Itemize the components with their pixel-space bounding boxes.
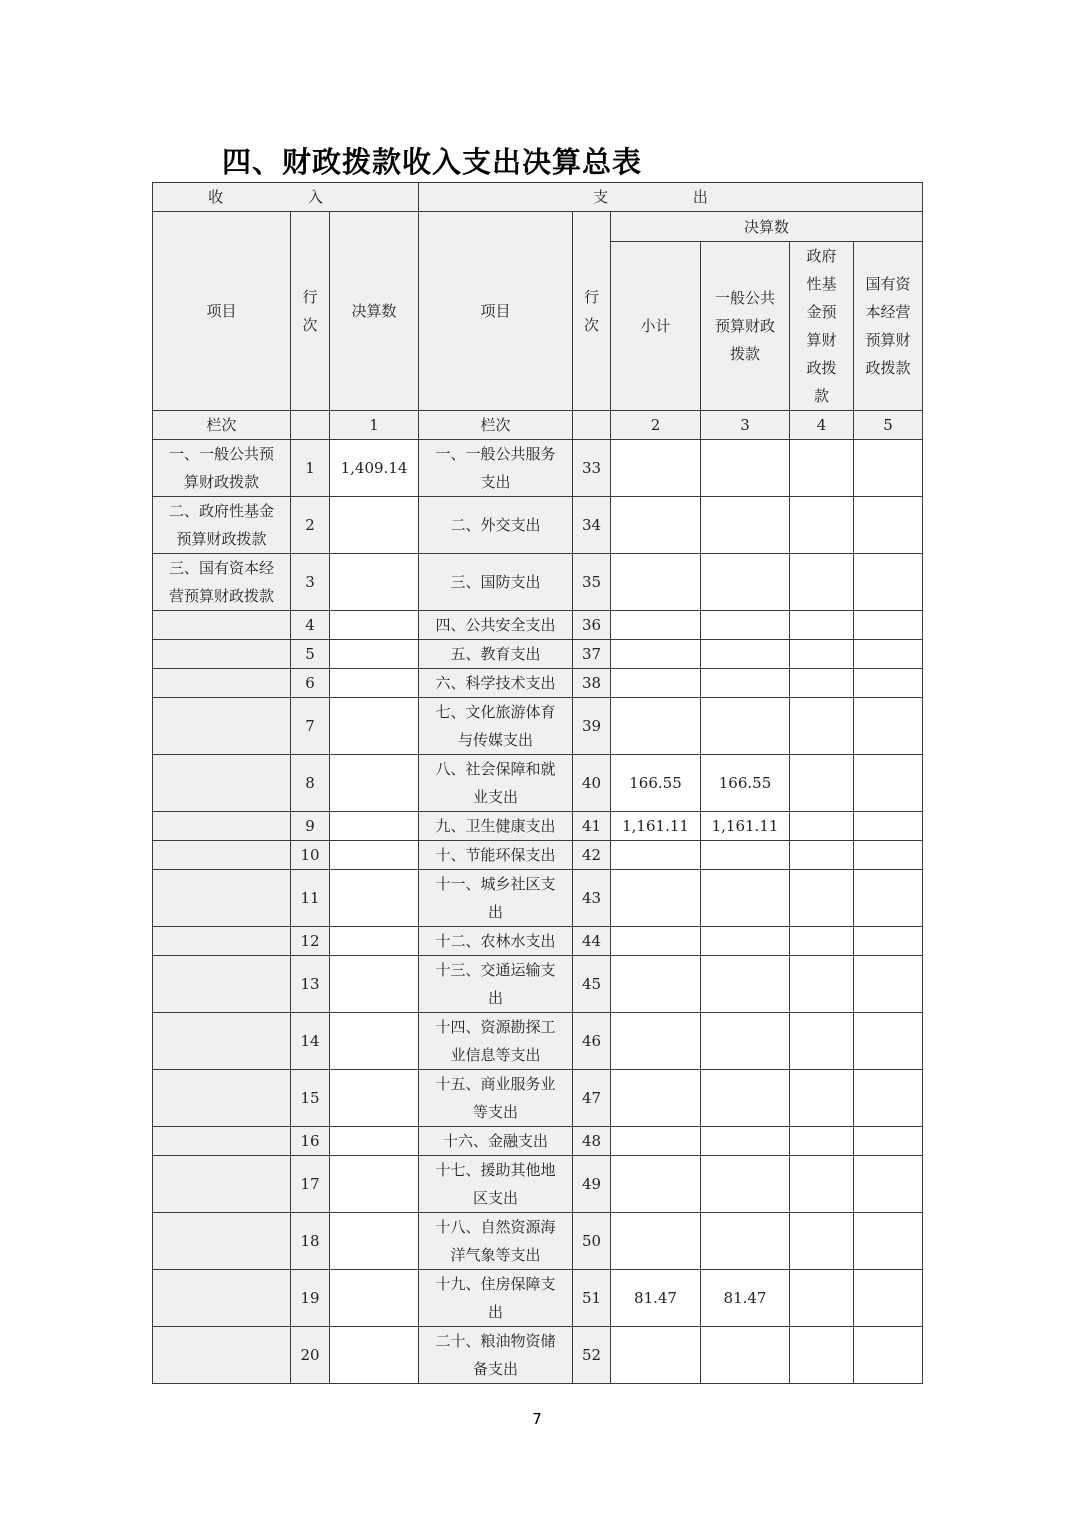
income-row-no-cell: 15 (291, 1070, 330, 1127)
state-capital-header: 国有资 本经营 预算财 政拨款 (854, 242, 923, 411)
table-row (153, 669, 923, 698)
expense-item-cell: 十九、住房保障支 出 (419, 1270, 573, 1327)
expense-row-no-cell: 40 (573, 755, 611, 812)
income-row-no-cell: 5 (291, 640, 330, 669)
income-row-no-cell: 14 (291, 1013, 330, 1070)
table-row (153, 1327, 923, 1384)
subtotal-cell (611, 698, 701, 755)
income-row-no-cell: 1 (291, 440, 330, 497)
state-capital-cell (854, 497, 923, 554)
page-title: 四、财政拨款收入支出决算总表 (222, 145, 643, 179)
income-row-no-cell: 18 (291, 1213, 330, 1270)
gov-fund-cell (790, 1213, 854, 1270)
income-amount-cell (330, 1070, 419, 1127)
income-row-no-cell: 3 (291, 554, 330, 611)
expense-row-no-cell: 48 (573, 1127, 611, 1156)
subtotal-cell (611, 927, 701, 956)
general-budget-cell (701, 1156, 790, 1213)
income-row-no-cell: 4 (291, 611, 330, 640)
income-project-header: 项目 (153, 212, 291, 411)
state-capital-cell (854, 640, 923, 669)
general-budget-cell (701, 640, 790, 669)
state-capital-cell (854, 1013, 923, 1070)
expense-item-cell: 十六、金融支出 (419, 1127, 573, 1156)
income-item-cell (153, 698, 291, 755)
state-capital-cell (854, 812, 923, 841)
expense-item-cell: 八、社会保障和就 业支出 (419, 755, 573, 812)
subtotal-cell: 166.55 (611, 755, 701, 812)
general-budget-cell (701, 1213, 790, 1270)
gov-fund-cell (790, 1327, 854, 1384)
subtotal-cell (611, 1213, 701, 1270)
income-item-cell (153, 870, 291, 927)
general-budget-header: 一般公共 预算财政 拨款 (701, 242, 790, 411)
income-item-cell (153, 1213, 291, 1270)
subtotal-cell (611, 669, 701, 698)
header-row-1 (153, 183, 923, 212)
expense-item-cell: 十五、商业服务业 等支出 (419, 1070, 573, 1127)
expense-row-no-cell: 44 (573, 927, 611, 956)
income-row-no-cell: 11 (291, 870, 330, 927)
expense-item-cell: 十八、自然资源海 洋气象等支出 (419, 1213, 573, 1270)
expense-item-cell: 六、科学技术支出 (419, 669, 573, 698)
expense-row-no-cell: 45 (573, 956, 611, 1013)
income-amount-cell (330, 755, 419, 812)
subtotal-header: 小计 (611, 242, 701, 411)
income-row-no-cell: 9 (291, 812, 330, 841)
expense-item-cell: 十一、城乡社区支 出 (419, 870, 573, 927)
income-amount-cell (330, 1270, 419, 1327)
general-budget-cell (701, 870, 790, 927)
expense-row-no-cell: 38 (573, 669, 611, 698)
gov-fund-cell (790, 870, 854, 927)
expense-item-cell: 四、公共安全支出 (419, 611, 573, 640)
state-capital-cell (854, 870, 923, 927)
income-amount-cell (330, 698, 419, 755)
income-row-no-cell: 12 (291, 927, 330, 956)
general-budget-cell (701, 669, 790, 698)
subtotal-cell (611, 1327, 701, 1384)
income-item-cell (153, 956, 291, 1013)
expense-item-cell: 十二、农林水支出 (419, 927, 573, 956)
income-row-no-cell: 19 (291, 1270, 330, 1327)
income-row-no-cell: 6 (291, 669, 330, 698)
general-budget-cell (701, 611, 790, 640)
column-index-label: 栏次 (153, 411, 291, 440)
table-row (153, 1127, 923, 1156)
table-row (153, 611, 923, 640)
subtotal-cell (611, 611, 701, 640)
expense-item-cell: 二十、粮油物资储 备支出 (419, 1327, 573, 1384)
expense-row-no-cell: 42 (573, 841, 611, 870)
table-row (153, 1270, 923, 1327)
income-item-cell (153, 1013, 291, 1070)
gov-fund-cell (790, 611, 854, 640)
income-item-cell: 二、政府性基金 预算财政拨款 (153, 497, 291, 554)
table-row (153, 1070, 923, 1127)
income-item-cell (153, 1270, 291, 1327)
state-capital-cell (854, 1270, 923, 1327)
gov-fund-cell (790, 440, 854, 497)
income-amount-cell (330, 640, 419, 669)
expense-row-no-cell: 43 (573, 870, 611, 927)
income-amount-cell (330, 669, 419, 698)
state-capital-cell (854, 440, 923, 497)
gov-fund-cell (790, 956, 854, 1013)
income-item-cell (153, 755, 291, 812)
general-budget-cell (701, 841, 790, 870)
column-index-row (153, 411, 923, 440)
state-capital-cell (854, 927, 923, 956)
expense-row-no-cell: 52 (573, 1327, 611, 1384)
state-capital-cell (854, 956, 923, 1013)
income-item-cell (153, 640, 291, 669)
state-capital-cell (854, 841, 923, 870)
expense-item-cell: 一、一般公共服务 支出 (419, 440, 573, 497)
income-amount-header: 决算数 (330, 212, 419, 411)
fiscal-summary-table (152, 182, 923, 1384)
income-item-cell (153, 1127, 291, 1156)
subtotal-cell (611, 497, 701, 554)
income-amount-cell (330, 956, 419, 1013)
expense-row-no-cell: 33 (573, 440, 611, 497)
expense-row-no-cell: 39 (573, 698, 611, 755)
income-row-no-cell: 7 (291, 698, 330, 755)
expense-project-header: 项目 (419, 212, 573, 411)
income-amount-cell (330, 497, 419, 554)
column-index-cell: 4 (790, 411, 854, 440)
state-capital-cell (854, 611, 923, 640)
general-budget-cell (701, 1070, 790, 1127)
table-row (153, 927, 923, 956)
state-capital-cell (854, 1070, 923, 1127)
general-budget-cell (701, 698, 790, 755)
income-amount-cell (330, 1013, 419, 1070)
gov-fund-cell (790, 669, 854, 698)
gov-fund-cell (790, 1156, 854, 1213)
state-capital-cell (854, 1127, 923, 1156)
expense-item-cell: 二、外交支出 (419, 497, 573, 554)
expense-row-no-cell: 36 (573, 611, 611, 640)
expense-item-cell: 三、国防支出 (419, 554, 573, 611)
income-row-no-cell: 17 (291, 1156, 330, 1213)
income-item-cell (153, 1156, 291, 1213)
expense-item-cell: 七、文化旅游体育 与传媒支出 (419, 698, 573, 755)
gov-fund-cell (790, 497, 854, 554)
table-row (153, 640, 923, 669)
state-capital-cell (854, 554, 923, 611)
table-row (153, 440, 923, 497)
expense-row-no-cell: 34 (573, 497, 611, 554)
general-budget-cell (701, 1127, 790, 1156)
subtotal-cell: 81.47 (611, 1270, 701, 1327)
state-capital-cell (854, 1213, 923, 1270)
general-budget-cell (701, 927, 790, 956)
subtotal-cell (611, 554, 701, 611)
subtotal-cell (611, 870, 701, 927)
income-item-cell: 三、国有资本经 营预算财政拨款 (153, 554, 291, 611)
general-budget-cell (701, 440, 790, 497)
gov-fund-cell (790, 1270, 854, 1327)
expense-item-cell: 十三、交通运输支 出 (419, 956, 573, 1013)
income-row-no-cell: 13 (291, 956, 330, 1013)
gov-fund-cell (790, 755, 854, 812)
income-amount-cell (330, 870, 419, 927)
general-budget-cell: 81.47 (701, 1270, 790, 1327)
state-capital-cell (854, 1156, 923, 1213)
expense-item-cell: 十、节能环保支出 (419, 841, 573, 870)
income-item-cell (153, 1327, 291, 1384)
table-row (153, 812, 923, 841)
column-index-cell: 5 (854, 411, 923, 440)
expense-row-no-cell: 51 (573, 1270, 611, 1327)
income-item-cell (153, 927, 291, 956)
header-row-2 (153, 212, 923, 242)
gov-fund-cell (790, 554, 854, 611)
table-row (153, 698, 923, 755)
income-amount-cell (330, 611, 419, 640)
expense-row-no-cell: 35 (573, 554, 611, 611)
general-budget-cell: 1,161.11 (701, 812, 790, 841)
income-amount-cell (330, 812, 419, 841)
state-capital-cell (854, 1327, 923, 1384)
state-capital-cell (854, 669, 923, 698)
income-row-no-cell: 16 (291, 1127, 330, 1156)
general-budget-cell (701, 1327, 790, 1384)
gov-fund-cell (790, 812, 854, 841)
table-row (153, 841, 923, 870)
subtotal-cell (611, 956, 701, 1013)
state-capital-cell (854, 755, 923, 812)
general-budget-cell (701, 956, 790, 1013)
table-row (153, 1013, 923, 1070)
income-amount-cell (330, 1127, 419, 1156)
expense-item-cell: 十七、援助其他地 区支出 (419, 1156, 573, 1213)
expense-item-cell: 五、教育支出 (419, 640, 573, 669)
subtotal-cell (611, 841, 701, 870)
gov-fund-cell (790, 698, 854, 755)
column-index-cell: 3 (701, 411, 790, 440)
income-row-no-cell: 20 (291, 1327, 330, 1384)
expense-row-no-header: 行 次 (573, 212, 611, 411)
final-amount-header: 决算数 (611, 212, 923, 242)
table-row (153, 497, 923, 554)
table-row (153, 870, 923, 927)
table-row (153, 1156, 923, 1213)
column-index-cell (573, 411, 611, 440)
subtotal-cell (611, 1070, 701, 1127)
subtotal-cell (611, 1127, 701, 1156)
income-amount-cell (330, 1156, 419, 1213)
subtotal-cell (611, 640, 701, 669)
subtotal-cell: 1,161.11 (611, 812, 701, 841)
expense-row-no-cell: 41 (573, 812, 611, 841)
income-amount-cell (330, 841, 419, 870)
column-index-cell: 2 (611, 411, 701, 440)
income-item-cell (153, 611, 291, 640)
general-budget-cell (701, 497, 790, 554)
income-item-cell (153, 841, 291, 870)
gov-fund-cell (790, 841, 854, 870)
general-budget-cell (701, 554, 790, 611)
income-row-no-cell: 10 (291, 841, 330, 870)
income-item-cell (153, 812, 291, 841)
income-amount-cell (330, 1327, 419, 1384)
gov-fund-cell (790, 927, 854, 956)
subtotal-cell (611, 440, 701, 497)
income-item-cell (153, 669, 291, 698)
expense-row-no-cell: 37 (573, 640, 611, 669)
column-index-cell: 1 (330, 411, 419, 440)
gov-fund-cell (790, 1070, 854, 1127)
gov-fund-header: 政府 性基 金预 算财 政拨 款 (790, 242, 854, 411)
income-row-no-cell: 2 (291, 497, 330, 554)
expense-row-no-cell: 46 (573, 1013, 611, 1070)
table-row (153, 1213, 923, 1270)
expense-header: 支 出 (419, 183, 923, 212)
general-budget-cell (701, 1013, 790, 1070)
income-item-cell (153, 1070, 291, 1127)
gov-fund-cell (790, 1013, 854, 1070)
income-item-cell: 一、一般公共预 算财政拨款 (153, 440, 291, 497)
expense-item-cell: 十四、资源勘探工 业信息等支出 (419, 1013, 573, 1070)
table-row (153, 755, 923, 812)
expense-row-no-cell: 49 (573, 1156, 611, 1213)
gov-fund-cell (790, 640, 854, 669)
state-capital-cell (854, 698, 923, 755)
income-header: 收 入 (153, 183, 419, 212)
subtotal-cell (611, 1013, 701, 1070)
table-row (153, 956, 923, 1013)
expense-row-no-cell: 50 (573, 1213, 611, 1270)
income-amount-cell (330, 1213, 419, 1270)
table-row (153, 554, 923, 611)
income-amount-cell: 1,409.14 (330, 440, 419, 497)
general-budget-cell: 166.55 (701, 755, 790, 812)
income-row-no-cell: 8 (291, 755, 330, 812)
income-row-no-header: 行 次 (291, 212, 330, 411)
income-amount-cell (330, 927, 419, 956)
gov-fund-cell (790, 1127, 854, 1156)
page-number: 7 (532, 1410, 542, 1428)
expense-item-cell: 九、卫生健康支出 (419, 812, 573, 841)
subtotal-cell (611, 1156, 701, 1213)
column-index-cell (291, 411, 330, 440)
column-index-label: 栏次 (419, 411, 573, 440)
income-amount-cell (330, 554, 419, 611)
expense-row-no-cell: 47 (573, 1070, 611, 1127)
